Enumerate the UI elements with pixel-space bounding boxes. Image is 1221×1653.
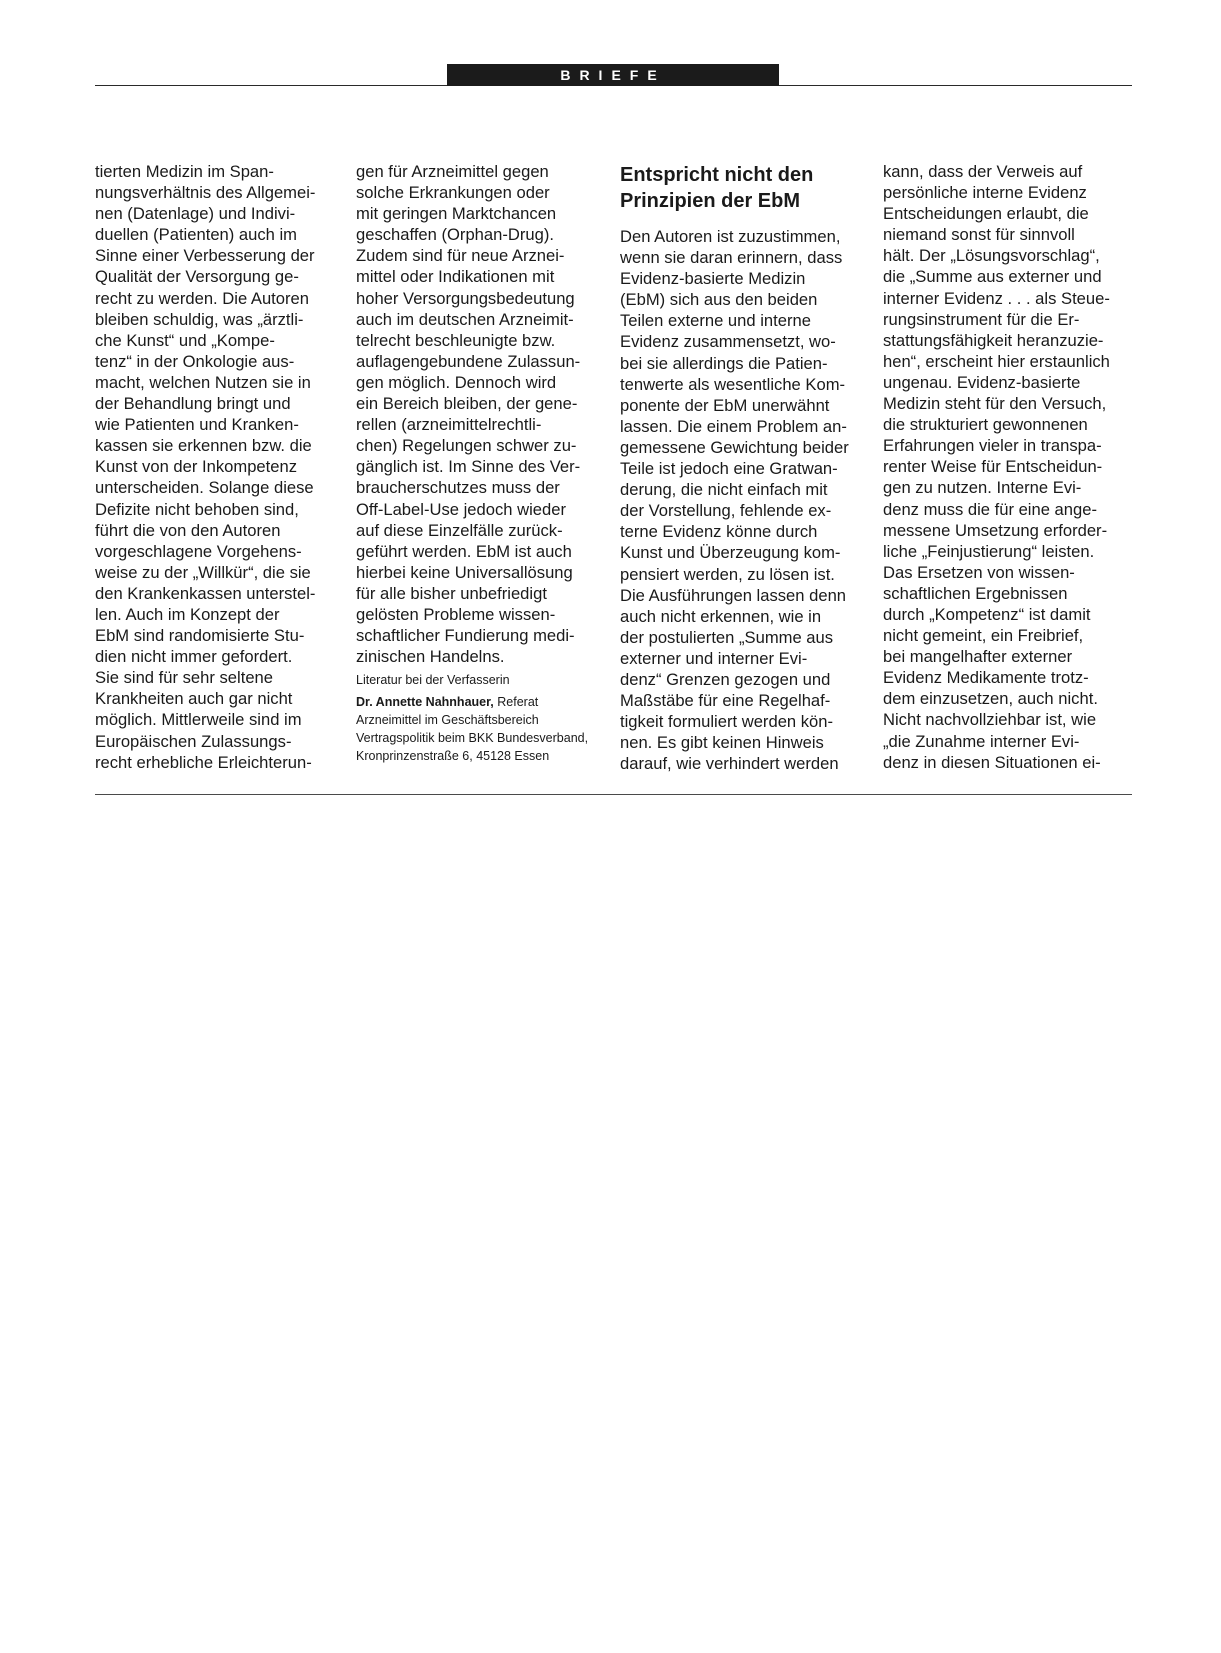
text-line: lassen. Die einem Problem an-: [620, 416, 847, 436]
signature-line: Vertragspolitik beim BKK Bundesverband,: [356, 731, 589, 746]
text-line: der Vorstellung, fehlende ex-: [620, 501, 832, 521]
text-line: auflagengebundene Zulassun-: [356, 351, 581, 371]
text-column-4: [883, 161, 1133, 773]
text-line: durch „Kompetenz“ ist damit: [883, 604, 1091, 624]
text-line: Teile ist jedoch eine Gratwan-: [620, 459, 838, 479]
text-line: tenwerte als wesentliche Kom-: [620, 374, 846, 394]
text-line: der Behandlung bringt und: [95, 394, 291, 414]
text-line: ungenau. Evidenz-basierte: [883, 372, 1081, 392]
text-line: Sie sind für sehr seltene: [95, 668, 274, 688]
text-column-3: [620, 161, 865, 774]
text-line: den Krankenkassen unterstel-: [95, 583, 316, 603]
footer-rule: [95, 794, 1132, 795]
text-line: rellen (arzneimittelrechtli-: [356, 415, 542, 435]
text-line: stattungsfähigkeit heranzuzie-: [883, 330, 1104, 350]
text-line: hen“, erscheint hier erstaunlich: [883, 351, 1110, 371]
column-1-body: [95, 161, 340, 773]
text-line: denz muss die für eine ange-: [883, 499, 1098, 519]
text-line: bleiben schuldig, was „ärztli-: [95, 309, 304, 329]
text-line: führt die von den Autoren: [95, 520, 281, 540]
text-line: bei sie allerdings die Patien-: [620, 353, 828, 373]
text-line: gen möglich. Dennoch wird: [356, 372, 557, 392]
text-line: nicht gemeint, ein Freibrief,: [883, 626, 1084, 646]
text-line: Kunst und Überzeugung kom-: [620, 543, 841, 563]
text-line: Die Ausführungen lassen denn: [620, 585, 847, 605]
text-line: Erfahrungen vieler in transpa-: [883, 436, 1102, 456]
article-headline: [620, 162, 865, 214]
text-line: Entscheidungen erlaubt, die: [883, 204, 1089, 224]
author-affiliation-start: Referat: [497, 695, 539, 710]
text-line: wenn sie daran erinnern, dass: [620, 248, 843, 268]
text-line: denz“ Grenzen gezogen und: [620, 669, 831, 689]
text-line: die strukturiert gewonnenen: [883, 415, 1088, 435]
text-line: Medizin steht für den Versuch,: [883, 394, 1107, 414]
author-affiliation: [356, 711, 606, 765]
text-line: tigkeit formuliert werden kön-: [620, 712, 834, 732]
text-line: braucherschutzes muss der: [356, 478, 560, 498]
text-line: nungsverhältnis des Allgemei-: [95, 183, 316, 203]
text-line: hoher Versorgungsbedeutung: [356, 288, 575, 308]
text-line: vorgeschlagene Vorgehens-: [95, 541, 302, 561]
text-line: denz in diesen Situationen ei-: [883, 752, 1101, 772]
author-signature: [356, 693, 606, 765]
text-line: der postulierten „Summe aus: [620, 627, 834, 647]
text-line: hierbei keine Universallösung: [356, 562, 573, 582]
text-line: interner Evidenz . . . als Steue-: [883, 288, 1110, 308]
text-line: pensiert werden, zu lösen ist.: [620, 564, 835, 584]
text-line: unterscheiden. Solange diese: [95, 478, 314, 498]
text-line: die „Summe aus externer und: [883, 267, 1102, 287]
text-line: Qualität der Versorgung ge-: [95, 267, 299, 287]
text-line: Sinne einer Verbesserung der: [95, 246, 315, 266]
text-line: auch nicht erkennen, wie in: [620, 606, 822, 626]
headline-line: Prinzipien der EbM: [620, 190, 801, 212]
text-line: zinischen Handelns.: [356, 647, 505, 667]
text-column-2: [356, 161, 606, 765]
text-line: mittel oder Indikationen mit: [356, 267, 555, 287]
text-line: geführt werden. EbM ist auch: [356, 541, 572, 561]
text-line: gänglich ist. Im Sinne des Ver-: [356, 457, 581, 477]
text-line: mit geringen Marktchancen: [356, 204, 557, 224]
text-line: nen (Datenlage) und Indivi-: [95, 204, 296, 224]
text-line: niemand sonst für sinnvoll: [883, 225, 1075, 245]
column-3-body: [620, 226, 865, 774]
headline-line: Entspricht nicht den: [620, 164, 814, 186]
text-line: gen zu nutzen. Interne Evi-: [883, 478, 1082, 498]
text-line: wie Patienten und Kranken-: [95, 415, 299, 435]
text-line: telrecht beschleunigte bzw.: [356, 330, 556, 350]
text-line: gemessene Gewichtung beider: [620, 437, 849, 457]
text-line: len. Auch im Konzept der: [95, 604, 280, 624]
text-line: weise zu der „Willkür“, die sie: [95, 562, 311, 582]
signature-line: Arzneimittel im Geschäftsbereich: [356, 713, 539, 728]
text-line: solche Erkrankungen oder: [356, 183, 550, 203]
text-line: hält. Der „Lösungsvorschlag“,: [883, 246, 1100, 266]
text-line: messene Umsetzung erforder-: [883, 520, 1108, 540]
text-line: Zudem sind für neue Arznei-: [356, 246, 565, 266]
text-line: dem einzusetzen, auch nicht.: [883, 689, 1098, 709]
text-line: Evidenz Medikamente trotz-: [883, 668, 1089, 688]
text-line: (EbM) sich aus den beiden: [620, 290, 818, 310]
text-line: möglich. Mittlerweile sind im: [95, 710, 302, 730]
text-line: rungsinstrument für die Er-: [883, 309, 1080, 329]
text-line: auf diese Einzelfälle zurück-: [356, 520, 563, 540]
text-line: kassen sie erkennen bzw. die: [95, 436, 312, 456]
text-line: dien nicht immer gefordert.: [95, 647, 293, 667]
text-line: bei mangelhafter externer: [883, 647, 1073, 667]
text-line: Krankheiten auch gar nicht: [95, 689, 293, 709]
text-line: „die Zunahme interner Evi-: [883, 731, 1080, 751]
section-label: BRIEFE: [447, 64, 779, 86]
text-line: ponente der EbM unerwähnt: [620, 395, 830, 415]
text-line: Evidenz-basierte Medizin: [620, 269, 806, 289]
text-line: Defizite nicht behoben sind,: [95, 499, 299, 519]
text-line: chen) Regelungen schwer zu-: [356, 436, 577, 456]
text-line: auch im deutschen Arzneimit-: [356, 309, 574, 329]
text-line: renter Weise für Entscheidun-: [883, 457, 1103, 477]
text-line: recht erhebliche Erleichterun-: [95, 752, 312, 772]
text-line: ein Bereich bleiben, der gene-: [356, 394, 578, 414]
text-line: Das Ersetzen von wissen-: [883, 562, 1075, 582]
text-line: duellen (Patienten) auch im: [95, 225, 298, 245]
literature-note: Literatur bei der Verfasserin: [356, 673, 510, 688]
text-line: schaftlicher Fundierung medi-: [356, 626, 575, 646]
text-line: tierten Medizin im Span-: [95, 162, 274, 181]
text-line: EbM sind randomisierte Stu-: [95, 626, 305, 646]
text-column-1: [95, 161, 340, 773]
column-4-body: [883, 161, 1133, 773]
text-line: externer und interner Evi-: [620, 648, 808, 668]
text-line: macht, welchen Nutzen sie in: [95, 372, 311, 392]
text-line: gelösten Probleme wissen-: [356, 604, 556, 624]
text-line: Europäischen Zulassungs-: [95, 731, 292, 751]
text-line: recht zu werden. Die Autoren: [95, 288, 309, 308]
text-line: che Kunst“ und „Kompe-: [95, 330, 275, 350]
text-line: geschaffen (Orphan-Drug).: [356, 225, 554, 245]
text-line: darauf, wie verhindert werden: [620, 754, 839, 774]
text-line: kann, dass der Verweis auf: [883, 162, 1083, 181]
text-line: Off-Label-Use jedoch wieder: [356, 499, 566, 519]
text-line: terne Evidenz könne durch: [620, 522, 818, 542]
text-line: Nicht nachvollziehbar ist, wie: [883, 710, 1097, 730]
text-line: tenz“ in der Onkologie aus-: [95, 351, 295, 371]
text-line: gen für Arzneimittel gegen: [356, 162, 549, 181]
text-line: Teilen externe und interne: [620, 311, 811, 331]
text-line: für alle bisher unbefriedigt: [356, 583, 547, 603]
text-line: liche „Feinjustierung“ leisten.: [883, 541, 1095, 561]
text-line: persönliche interne Evidenz: [883, 183, 1087, 203]
text-line: Kunst von der Inkompetenz: [95, 457, 298, 477]
signature-line: Kronprinzenstraße 6, 45128 Essen: [356, 749, 550, 764]
column-2-body: [356, 161, 606, 667]
text-line: Den Autoren ist zuzustimmen,: [620, 227, 841, 246]
text-line: Evidenz zusammensetzt, wo-: [620, 332, 836, 352]
text-line: schaftlichen Ergebnissen: [883, 583, 1068, 603]
text-line: derung, die nicht einfach mit: [620, 480, 828, 500]
text-line: Maßstäbe für eine Regelhaf-: [620, 691, 831, 711]
author-name: Dr. Annette Nahnhauer,: [356, 695, 494, 710]
text-line: nen. Es gibt keinen Hinweis: [620, 733, 824, 753]
